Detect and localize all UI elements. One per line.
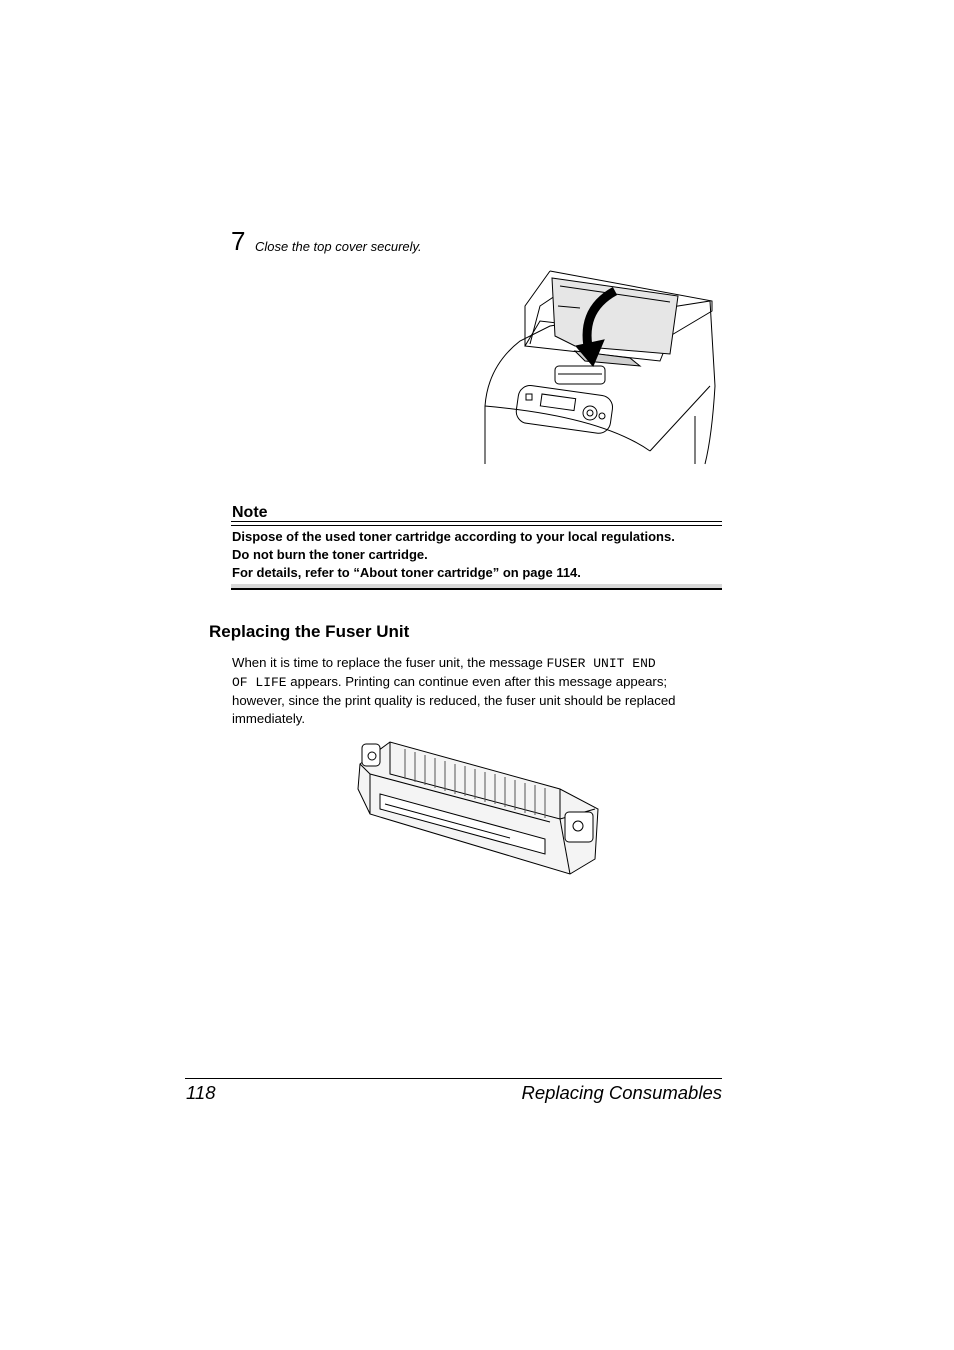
step-instruction: Close the top cover securely.: [255, 239, 422, 254]
step-number: 7: [231, 226, 246, 256]
note-line: For details, refer to “About toner cartridge” on page 114.: [232, 565, 581, 580]
panel-message-code: FUSER UNIT END: [546, 656, 656, 671]
note-top-rule-inner: [231, 525, 722, 526]
note-body: [232, 528, 722, 582]
section-paragraph: [232, 654, 722, 728]
paragraph-text: appears. Printing can continue even after this message appears; however, since the print quality is reduced, the fuser unit should be replaced immediately.: [232, 674, 676, 726]
note-line: Dispose of the used toner cartridge according to your local regulations.: [232, 529, 675, 544]
page-number: 118: [186, 1082, 216, 1103]
footer-rule: [185, 1078, 722, 1079]
note-line: Do not burn the toner cartridge.: [232, 547, 428, 562]
panel-message-code-cont: OF LIFE: [232, 675, 287, 690]
note-heading: Note: [232, 504, 268, 521]
paragraph-text: When it is time to replace the fuser unit, the message: [232, 655, 547, 670]
section-heading: Replacing the Fuser Unit: [209, 622, 410, 641]
chapter-title: Replacing Consumables: [521, 1082, 722, 1103]
note-top-rule: [231, 521, 722, 522]
printer-closing-cover-illustration: [480, 266, 720, 466]
fuser-unit-illustration: [350, 734, 604, 882]
note-bottom-rule: [231, 588, 722, 590]
